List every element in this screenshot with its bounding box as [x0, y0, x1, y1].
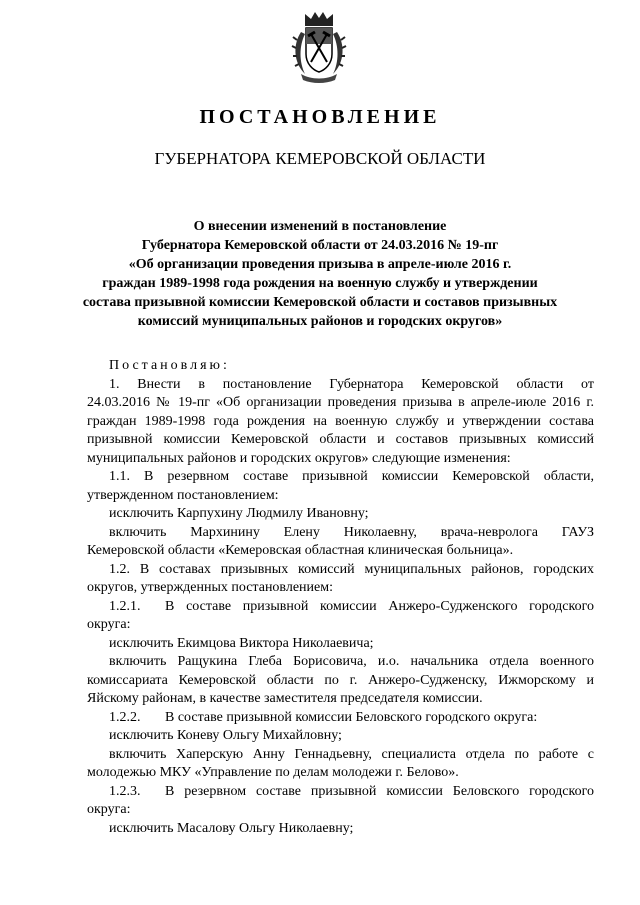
- paragraph-1-line: 1. Внести в постановление Губернатора Кемеровской области от: [109, 376, 594, 392]
- paragraph-text: В составе призывной комиссии Анжеро-Судженского городского: [165, 598, 594, 614]
- paragraph-1-line: призывной комиссии Кемеровской области и составов призывных комиссий: [87, 432, 594, 447]
- paragraph-number: 1.2.3.: [109, 783, 141, 799]
- title-line: О внесении изменений в постановление: [193, 219, 447, 234]
- paragraph-1-2-2-line: [87, 709, 594, 728]
- paragraph-text: В составе призывной комиссии Беловского городского округа:: [165, 709, 538, 725]
- paragraph-1-line: граждан 1989-1998 года рождения на военную службу и утверждении состава: [87, 413, 594, 429]
- paragraph-1-1-include-line: Кемеровской области «Кемеровская областная клиническая больница».: [87, 543, 514, 558]
- paragraph-1-2-1-include-line: включить Ращукина Глеба Борисовича, и.о. начальника отдела военного: [109, 654, 594, 669]
- paragraph-1-2-line: 1.2. В составах призывных комиссий муниципальных районов, городских: [109, 561, 594, 577]
- resolution-word: Постановляю:: [109, 358, 230, 373]
- document-title: [70, 217, 570, 331]
- paragraph-number: 1.2.2.: [109, 709, 141, 725]
- paragraph-1-2-3-exclude: исключить Масалову Ольгу Николаевну;: [109, 820, 354, 836]
- paragraph-1-1-exclude: исключить Карпухину Людмилу Ивановну;: [109, 506, 369, 521]
- paragraph-1-2-1-include-line: Яйскому районам, в качестве заместителя председателя комиссии.: [87, 691, 483, 706]
- paragraph-1-line: 24.03.2016 № 19-пг «Об организации проведения призыва в апреле-июле 2016 г.: [87, 395, 594, 410]
- paragraph-text: В резервном составе призывной комиссии Беловского городского: [165, 783, 594, 799]
- paragraph-1-1-line: 1.1. В резервном составе призывной комиссии Кемеровской области,: [109, 469, 594, 484]
- paragraph-1-2-1-exclude: исключить Екимцова Виктора Николаевича;: [109, 635, 374, 651]
- document-body: [87, 357, 594, 838]
- paragraph-1-2-3-line: [87, 783, 594, 802]
- document-issuer: ГУБЕРНАТОРА КЕМЕРОВСКОЙ ОБЛАСТИ: [154, 149, 486, 168]
- paragraph-1-2-1-line: округа:: [87, 617, 131, 632]
- title-line: комиссий муниципальных районов и городских округов»: [137, 314, 503, 329]
- paragraph-1-2-1-line: [87, 598, 594, 617]
- paragraph-1-2-2-exclude: исключить Коневу Ольгу Михайловну;: [109, 728, 342, 743]
- paragraph-1-line: муниципальных районов и городских округов» следующие изменения:: [87, 450, 511, 466]
- title-line: состава призывной комиссии Кемеровской области и составов призывных: [82, 295, 558, 310]
- paragraph-1-1-include-line: включить Мархинину Елену Николаевну, врача-невролога ГАУЗ: [109, 524, 594, 540]
- title-line: граждан 1989-1998 года рождения на военную службу и утверждении: [102, 276, 538, 291]
- title-line: Губернатора Кемеровской области от 24.03.2016 № 19-пг: [141, 238, 499, 253]
- paragraph-1-2-2-include-line: включить Хаперскую Анну Геннадьевну, специалиста отдела по работе с: [109, 746, 594, 762]
- paragraph-1-2-2-include-line: молодежью МКУ «Управление по делам молодежи г. Белово».: [87, 765, 459, 780]
- document-type-heading: ПОСТАНОВЛЕНИЕ: [199, 106, 441, 128]
- paragraph-1-1-line: утвержденном постановлением:: [87, 487, 279, 503]
- paragraph-number: 1.2.1.: [109, 598, 141, 614]
- paragraph-1-2-line: округов, утвержденных постановлением:: [87, 580, 334, 595]
- paragraph-1-2-1-include-line: комиссариата Кемеровской области по г. Анжеро-Судженску, Ижморскому и: [87, 672, 594, 688]
- kemerovo-coat-of-arms-icon: [291, 10, 347, 84]
- paragraph-1-2-3-line: округа:: [87, 802, 131, 817]
- title-line: «Об организации проведения призыва в апреле-июле 2016 г.: [128, 257, 512, 272]
